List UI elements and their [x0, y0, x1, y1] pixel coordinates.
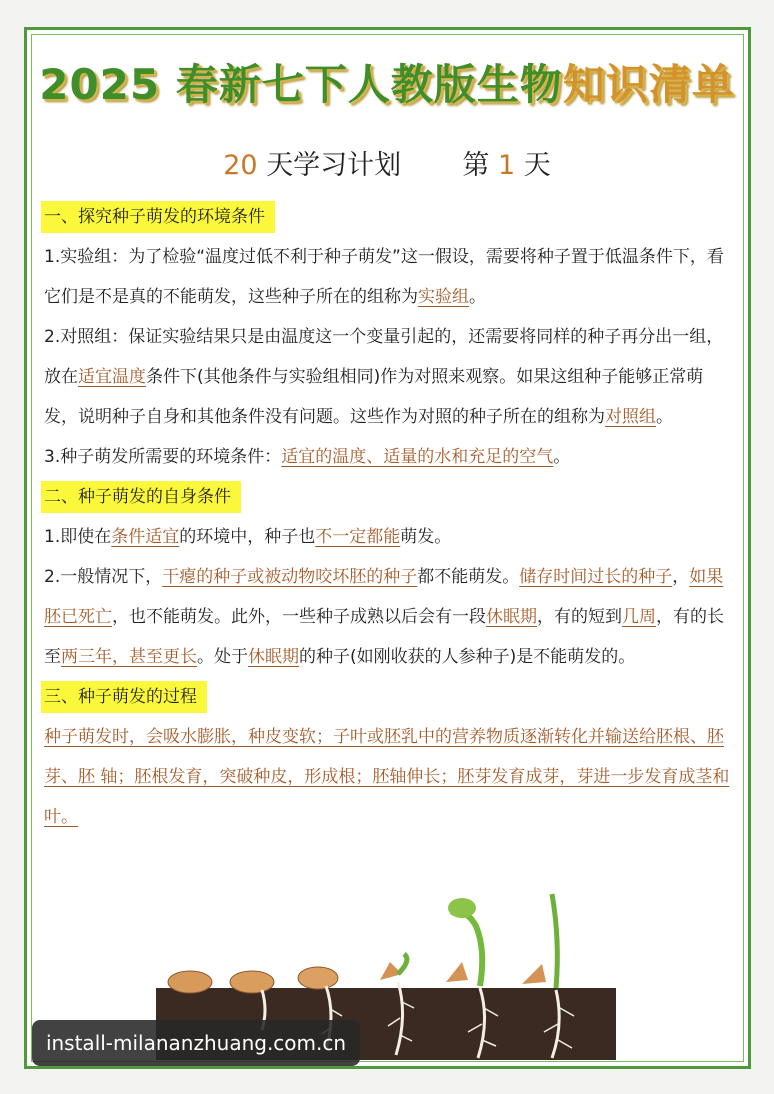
keyword-underlined: 储存时间过长的种子	[519, 567, 673, 587]
content-body	[44, 197, 734, 837]
seedling-stage-6	[522, 964, 546, 984]
page-title	[0, 52, 774, 112]
watermark-banner: install-milananzhuang.com.cn	[32, 1020, 360, 1066]
keyword-underlined: 如果胚已死亡	[44, 567, 724, 627]
section-heading-2: 二、种子萌发的自身条件	[41, 481, 241, 513]
keyword-underlined: 条件适宜	[111, 527, 180, 547]
section-heading-1: 一、探究种子萌发的环境条件	[41, 201, 275, 233]
plan-label: 天学习计划	[266, 150, 402, 181]
paragraph-self-conditions-2: 2.一般情况下，干瘪的种子或被动物咬坏胚的种子都不能萌发。储存时间过长的种子，如果胚已死亡，也不能萌发。此外，一些种子成熟以后会有一段休眠期，有的短到几周，有的长至两三年，甚至更长。处于休眠期的种子(如刚收获的人参种子)是不能萌发的。	[44, 567, 724, 667]
paragraph-control-group: 2.对照组：保证实验结果只是由温度这一个变量引起的，还需要将同样的种子再分出一组，放在适宜温度条件下(其他条件与实验组相同)作为对照来观察。如果这组种子能够正常萌发，说明种子自身和其他条件没有问题。这些作为对照的种子所在的组称为对照组。	[44, 327, 724, 427]
keyword-underlined: 不一定都能	[315, 527, 401, 547]
keyword-underlined: 休眠期	[486, 607, 537, 627]
title-main: 2025 春新七下人教版生物	[39, 60, 563, 109]
keyword-underlined: 休眠期	[248, 647, 299, 667]
keyword-underlined: 干瘪的种子或被动物咬坏胚的种子	[162, 567, 418, 587]
paragraph-environment-conditions: 3.种子萌发所需要的环境条件：适宜的温度、适量的水和充足的空气。	[44, 447, 571, 467]
day-suffix: 天	[523, 150, 551, 181]
title-highlight: 知识清单	[562, 60, 735, 109]
keyword-underlined: 对照组	[605, 407, 656, 427]
keyword-underlined: 适宜的温度、适量的水和充足的空气	[281, 447, 554, 467]
paragraph-germination-process: 种子萌发时，会吸水膨胀，种皮变软；子叶或胚乳中的营养物质逐渐转化并输送给胚根、胚芽、胚 轴；胚根发育，突破种皮，形成根；胚轴伸长；胚芽发育成芽，芽进一步发育成茎和叶。	[44, 727, 730, 827]
study-plan-subtitle	[0, 143, 774, 182]
seed-stage-3	[298, 967, 338, 989]
seedling-stage-5	[446, 962, 468, 982]
day-number: 1	[497, 150, 516, 181]
seed-stage-2	[230, 971, 274, 993]
keyword-underlined: 几周	[622, 607, 656, 627]
section-heading-3: 三、种子萌发的过程	[41, 681, 207, 713]
day-prefix: 第	[462, 150, 490, 181]
keyword-underlined: 实验组	[418, 287, 469, 307]
paragraph-experiment-group: 1.实验组：为了检验“温度过低不利于种子萌发”这一假设，需要将种子置于低温条件下，看它们是不是真的不能萌发，这些种子所在的组称为实验组。	[44, 247, 724, 307]
keyword-underlined: 两三年，甚至更长	[61, 647, 197, 667]
seed-stage-1	[168, 971, 212, 993]
plan-days-number: 20	[223, 150, 258, 181]
paragraph-self-conditions-1: 1.即使在条件适宜的环境中，种子也不一定都能萌发。	[44, 527, 452, 547]
keyword-underlined: 适宜温度	[78, 367, 146, 387]
